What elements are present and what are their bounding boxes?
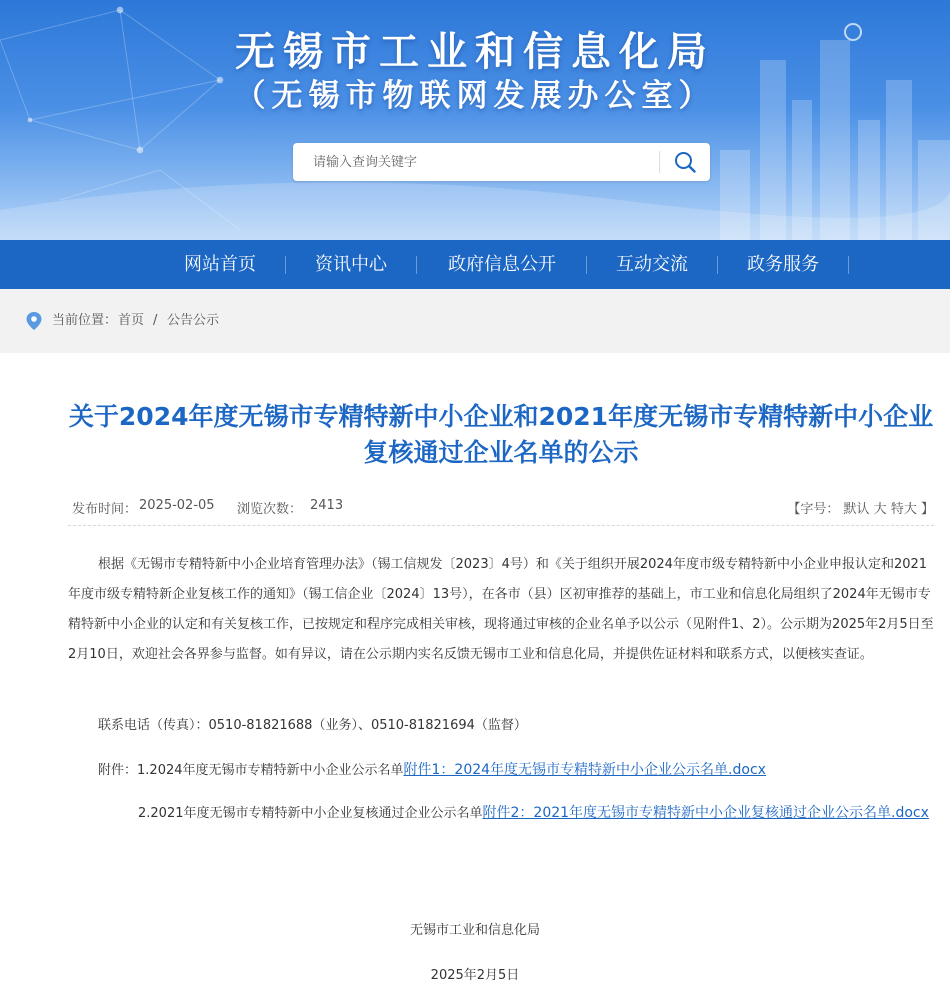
nav-divider (285, 256, 286, 274)
views-count: 2413 (310, 498, 344, 513)
attachment-1-link[interactable]: 附件1：2024年度无锡市专精特新中小企业公示名单.docx (403, 762, 766, 778)
nav-divider (586, 256, 587, 274)
breadcrumb-separator: / (153, 313, 158, 328)
breadcrumb (0, 289, 950, 353)
breadcrumb-current[interactable]: 公告公示 (167, 313, 220, 328)
search-input[interactable] (293, 143, 657, 181)
font-size-large[interactable]: 大 (873, 502, 887, 517)
attachment-1-text: 1.2024年度无锡市专精特新中小企业公示名单 (137, 763, 404, 778)
meta-divider (68, 525, 934, 526)
attachment-2-link[interactable]: 附件2：2021年度无锡市专精特新中小企业复核通过企业公示名单.docx (482, 805, 929, 821)
main-nav (0, 240, 950, 289)
search-icon (673, 150, 697, 174)
font-size-close: 】 (920, 502, 934, 517)
nav-divider (717, 256, 718, 274)
nav-item-services[interactable]: 政务服务 (747, 254, 819, 275)
signature: 无锡市工业和信息化局 (409, 923, 540, 938)
nav-item-news[interactable]: 资讯中心 (315, 254, 387, 275)
publish-date: 2025-02-05 (139, 498, 215, 513)
site-subtitle: （无锡市物联网发展办公室） (234, 78, 716, 114)
article-container (0, 353, 950, 992)
location-pin-icon (26, 312, 42, 330)
attachment-2-text: 2.2021年度无锡市专精特新中小企业复核通过企业公示名单 (138, 806, 483, 821)
views-label: 浏览次数： (237, 502, 303, 517)
article-title: 关于2024年度无锡市专精特新中小企业和2021年度无锡市专精特新中小企业复核通过企业名单的公示 (68, 402, 934, 467)
nav-divider (416, 256, 417, 274)
nav-item-gov-info[interactable]: 政府信息公开 (448, 254, 556, 275)
signature-date: 2025年2月5日 (430, 968, 520, 983)
nav-item-interaction[interactable]: 互动交流 (616, 254, 688, 275)
nav-item-home[interactable]: 网站首页 (184, 254, 256, 275)
header-banner (0, 0, 950, 240)
nav-divider (848, 256, 849, 274)
search-button[interactable] (660, 143, 710, 181)
font-size-control (787, 498, 934, 517)
attachment-label: 附件： (98, 763, 138, 778)
publish-label: 发布时间： (72, 502, 138, 517)
breadcrumb-prefix: 当前位置： (52, 313, 118, 328)
attachment-2-row (68, 798, 934, 829)
site-title: 无锡市工业和信息化局 (235, 29, 715, 75)
font-size-open: 【字号： (787, 502, 840, 517)
contact-info: 联系电话（传真）：0510-81821688（业务）、0510-81821694（监督） (98, 718, 527, 733)
article-body: 根据《无锡市专精特新中小企业培育管理办法》（锡工信规发〔2023〕4号）和《关于组织开展2024年度市级专精特新中小企业申报认定和2021年度市级专精特新企业复核工作的通知》（锡工信企业〔2024〕13号），在各市（县）区初审推荐的基础上，市工业和信息化局组织了2024年无锡市专精特新中小企业的认定和有关复核工作，已按规定和程序完成相关审核，现将通过审核的企业名单予以公示（见附件1、2）。公示期为2025年2月5日至2月10日，欢迎社会各界参与监督。如有异议，请在公示期内实名反馈无锡市工业和信息化局，并提供佐证材料和联系方式，以便核实查证。 (68, 557, 934, 662)
breadcrumb-home-link[interactable]: 首页 (118, 313, 145, 328)
attachment-1-row (68, 755, 934, 786)
search-bar (293, 143, 710, 181)
font-size-xlarge[interactable]: 特大 (890, 502, 917, 517)
font-size-default[interactable]: 默认 (843, 502, 870, 517)
